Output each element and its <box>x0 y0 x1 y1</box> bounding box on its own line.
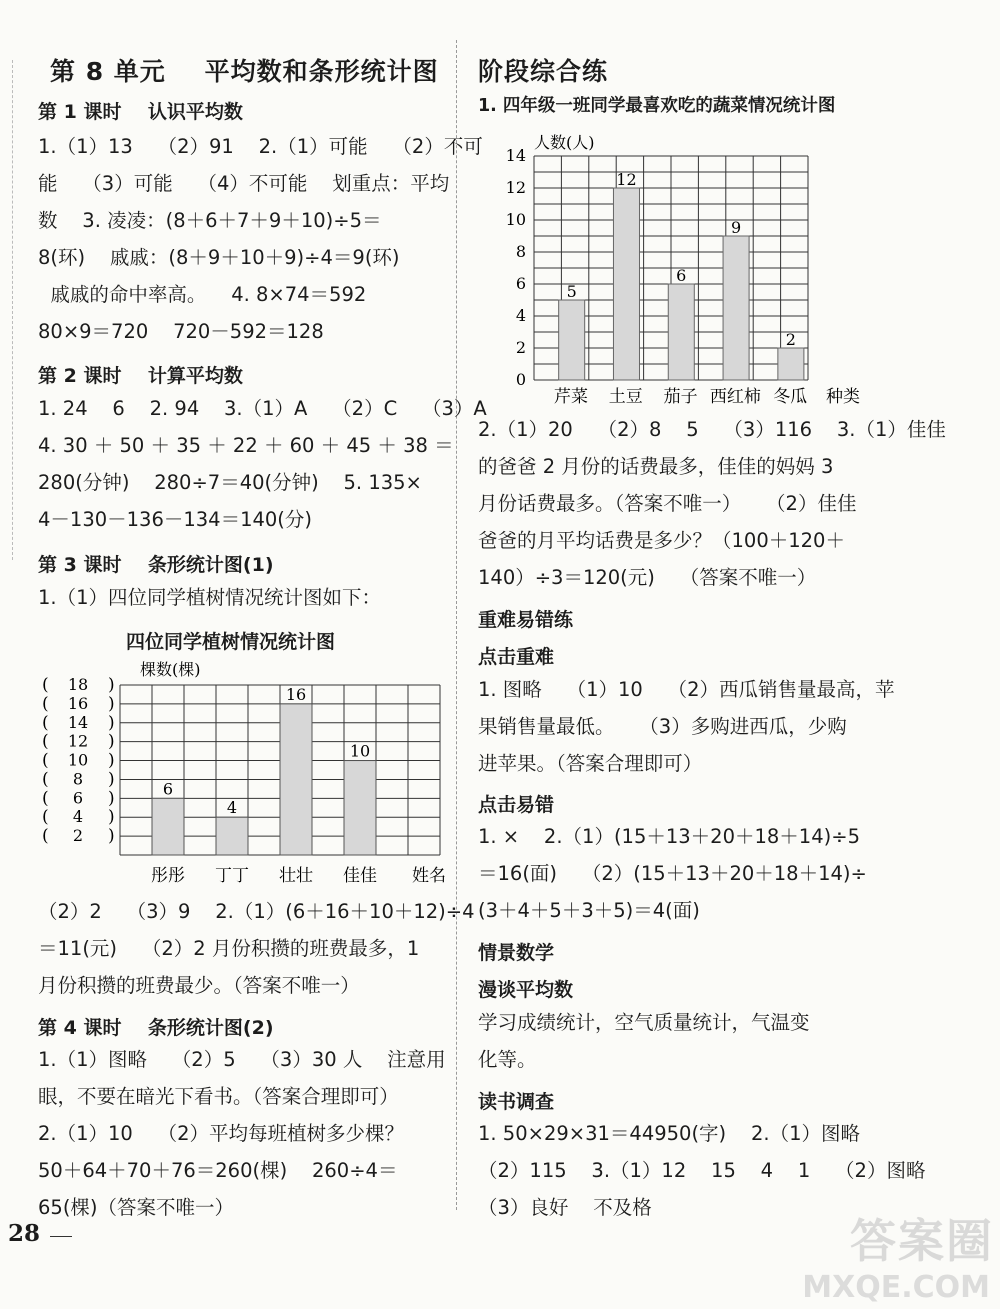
y-tick-label: 8 <box>72 769 84 789</box>
bar <box>280 704 312 855</box>
bar-value-label: 4 <box>226 798 238 818</box>
section-heading: 情景数学 <box>478 942 555 964</box>
x-category-label: 彤彤 <box>151 866 185 886</box>
bar-value-label: 9 <box>730 218 742 237</box>
y-tick-label: 10 <box>67 750 89 770</box>
page-number: 28 <box>8 1220 41 1247</box>
y-tick-label: 16 <box>67 693 89 713</box>
lesson-1-line: 戚戚的命中率高。 4. 8×74＝592 <box>38 283 367 306</box>
bar-value-label: 5 <box>566 282 577 301</box>
x-category-label: 土豆 <box>608 387 643 407</box>
section-2-line: ＝16(面) （2）(15＋13＋20＋18＋14)÷ <box>478 862 867 885</box>
lesson-4-line: 65(棵)（答案不唯一） <box>38 1196 235 1219</box>
bar-value-label: 12 <box>616 170 637 189</box>
section-heading: 阶段综合练 <box>478 57 609 86</box>
section-3-line: 1. 50×29×31＝44950(字) 2.（1）图略 <box>478 1122 860 1145</box>
y-tick-bracket-right: ) <box>108 807 115 828</box>
bar <box>723 236 749 380</box>
lesson-4-line: 50＋64＋70＋76＝260(棵) 260÷4＝ <box>38 1159 398 1182</box>
x-category-label: 冬瓜 <box>773 387 808 407</box>
bar-value-label: 6 <box>676 266 687 285</box>
lesson-2-line: 4－130－136－134＝140(分) <box>38 508 312 531</box>
lesson-1-line: 1.（1）13 （2）91 2.（1）可能 （2）不可 <box>38 135 483 158</box>
y-tick-bracket-right: ) <box>108 788 115 809</box>
lesson-2-line: 1. 24 6 2. 94 3.（1）A （2）C （3）A <box>38 397 487 420</box>
y-tick-bracket-right: ) <box>108 693 115 714</box>
y-tick-bracket-left: ( <box>42 712 49 733</box>
tree-planting-bar-chart <box>10 655 450 890</box>
section-1-line: 爸爸的月平均话费是多少？（100＋120＋ <box>478 529 845 552</box>
subsection-heading: 点击重难 <box>478 646 555 668</box>
y-axis-label: 人数(人) <box>534 133 595 152</box>
y-tick-label: 4 <box>515 306 526 325</box>
y-tick-label: 2 <box>72 826 84 846</box>
y-tick-label: 12 <box>505 178 526 197</box>
chart-caption: 1. 四年级一班同学最喜欢吃的蔬菜情况统计图 <box>478 96 836 116</box>
lesson-4-line: 2.（1）10 （2）平均每班植树多少棵？ <box>38 1122 405 1145</box>
bar <box>559 300 585 380</box>
section-2-line: 1. 图略 （1）10 （2）西瓜销售量最高，苹 <box>478 678 895 701</box>
y-axis-label: 棵数(棵) <box>140 660 201 679</box>
lesson-3-line: 月份积攒的班费最少。（答案不唯一） <box>38 974 360 997</box>
y-tick-bracket-right: ) <box>108 750 115 771</box>
vegetable-bar-chart <box>496 128 876 413</box>
y-tick-bracket-right: ) <box>108 675 115 695</box>
bar <box>216 817 248 855</box>
lesson-1-line: 8(环) 戚戚：(8＋9＋10＋9)÷4＝9(环) <box>38 246 400 269</box>
lesson-3-line: ＝11(元) （2）2 月份积攒的班费最多，1 <box>38 937 420 960</box>
lesson-1-line: 80×9＝720 720－592＝128 <box>38 320 324 343</box>
column-divider <box>456 40 457 1210</box>
chart-title: 四位同学植树情况统计图 <box>126 631 336 653</box>
y-tick-bracket-right: ) <box>108 769 115 790</box>
section-2-line: (3＋4＋5＋3＋5)＝4(面) <box>478 899 700 922</box>
lesson-2-heading: 第 2 课时 计算平均数 <box>38 365 243 387</box>
section-1-line: 2.（1）20 （2）8 5 （3）116 3.（1）佳佳 <box>478 418 946 441</box>
y-tick-bracket-left: ( <box>42 788 49 809</box>
bar-value-label: 16 <box>285 684 307 704</box>
y-tick-label: 6 <box>72 788 84 808</box>
lesson-3-heading: 第 3 课时 条形统计图(1) <box>38 554 274 576</box>
subsection-heading: 漫谈平均数 <box>478 979 574 1001</box>
x-axis-label: 姓名 <box>412 866 446 886</box>
y-tick-bracket-right: ) <box>108 712 115 733</box>
lesson-3-line: 1.（1）四位同学植树情况统计图如下： <box>38 586 382 609</box>
watermark-text: 答案圈 <box>850 1214 994 1268</box>
section-heading: 重难易错练 <box>478 609 574 631</box>
bar <box>613 188 639 380</box>
y-tick-label: 14 <box>67 712 89 732</box>
y-tick-label: 14 <box>505 146 526 165</box>
section-3-line: 学习成绩统计，空气质量统计，气温变 <box>478 1011 810 1034</box>
bar <box>778 348 804 380</box>
section-2-line: 果销售量最低。 （3）多购进西瓜，少购 <box>478 715 847 738</box>
y-tick-label: 18 <box>67 675 89 694</box>
lesson-3-line: （2）2 （3）9 2.（1）(6＋16＋10＋12)÷4 <box>38 900 475 923</box>
subsection-heading: 点击易错 <box>478 794 555 816</box>
bar <box>668 284 694 380</box>
x-category-label: 茄子 <box>663 387 698 407</box>
y-tick-bracket-left: ( <box>42 826 49 847</box>
lesson-4-line: 眼，不要在暗光下看书。（答案合理即可） <box>38 1085 399 1108</box>
subsection-heading: 读书调查 <box>478 1091 555 1113</box>
section-3-line: 化等。 <box>478 1048 537 1071</box>
x-axis-label: 种类 <box>826 387 860 407</box>
section-1-line: 的爸爸 2 月份的话费最多，佳佳的妈妈 3 <box>478 455 834 478</box>
y-tick-bracket-right: ) <box>108 731 115 752</box>
page-number-dash <box>50 1236 72 1237</box>
bar-value-label: 10 <box>349 741 371 761</box>
x-category-label: 西红柿 <box>709 387 761 407</box>
bar <box>344 761 376 855</box>
lesson-4-heading: 第 4 课时 条形统计图(2) <box>38 1017 274 1039</box>
section-3-line: （3）良好 不及格 <box>478 1196 652 1219</box>
y-tick-label: 2 <box>515 338 526 357</box>
watermark-logo <box>794 1205 994 1305</box>
y-tick-label: 4 <box>72 807 84 827</box>
bar-value-label: 6 <box>162 779 174 799</box>
lesson-2-line: 280(分钟) 280÷7＝40(分钟) 5. 135× <box>38 471 422 494</box>
y-tick-label: 6 <box>515 274 526 293</box>
y-tick-label: 10 <box>505 210 526 229</box>
lesson-1-line: 能 （3）可能 （4）不可能 划重点：平均 <box>38 172 450 195</box>
x-category-label: 芹菜 <box>553 387 588 407</box>
section-2-line: 1. × 2.（1）(15＋13＋20＋18＋14)÷5 <box>478 825 860 848</box>
section-2-line: 进苹果。（答案合理即可） <box>478 752 703 775</box>
y-tick-bracket-right: ) <box>108 826 115 847</box>
section-1-line: 140）÷3＝120(元) （答案不唯一） <box>478 566 817 589</box>
lesson-1-heading: 第 1 课时 认识平均数 <box>38 101 243 123</box>
y-tick-bracket-left: ( <box>42 675 49 695</box>
x-category-label: 丁丁 <box>215 866 249 886</box>
bar <box>152 798 184 855</box>
unit-title: 第 8 单元 平均数和条形统计图 <box>50 57 439 86</box>
y-tick-bracket-left: ( <box>42 807 49 828</box>
margin-dash-line <box>12 60 13 560</box>
y-tick-bracket-left: ( <box>42 750 49 771</box>
bar-value-label: 2 <box>785 330 796 349</box>
y-tick-label: 0 <box>515 370 526 389</box>
y-tick-bracket-left: ( <box>42 731 49 752</box>
x-category-label: 壮壮 <box>279 866 313 886</box>
lesson-4-line: 1.（1）图略 （2）5 （3）30 人 注意用 <box>38 1048 446 1071</box>
lesson-2-line: 4. 30 ＋ 50 ＋ 35 ＋ 22 ＋ 60 ＋ 45 ＋ 38 ＝ <box>38 434 454 457</box>
x-category-label: 佳佳 <box>343 866 377 886</box>
watermark-url: MXQE.COM <box>802 1270 990 1305</box>
y-tick-bracket-left: ( <box>42 693 49 714</box>
y-tick-bracket-left: ( <box>42 769 49 790</box>
y-tick-label: 8 <box>515 242 526 261</box>
y-tick-label: 12 <box>67 731 89 751</box>
section-1-line: 月份话费最多。（答案不唯一） （2）佳佳 <box>478 492 857 515</box>
lesson-1-line: 数 3. 凌凌：(8＋6＋7＋9＋10)÷5＝ <box>38 209 382 232</box>
section-3-line: （2）115 3.（1）12 15 4 1 （2）图略 <box>478 1159 926 1182</box>
